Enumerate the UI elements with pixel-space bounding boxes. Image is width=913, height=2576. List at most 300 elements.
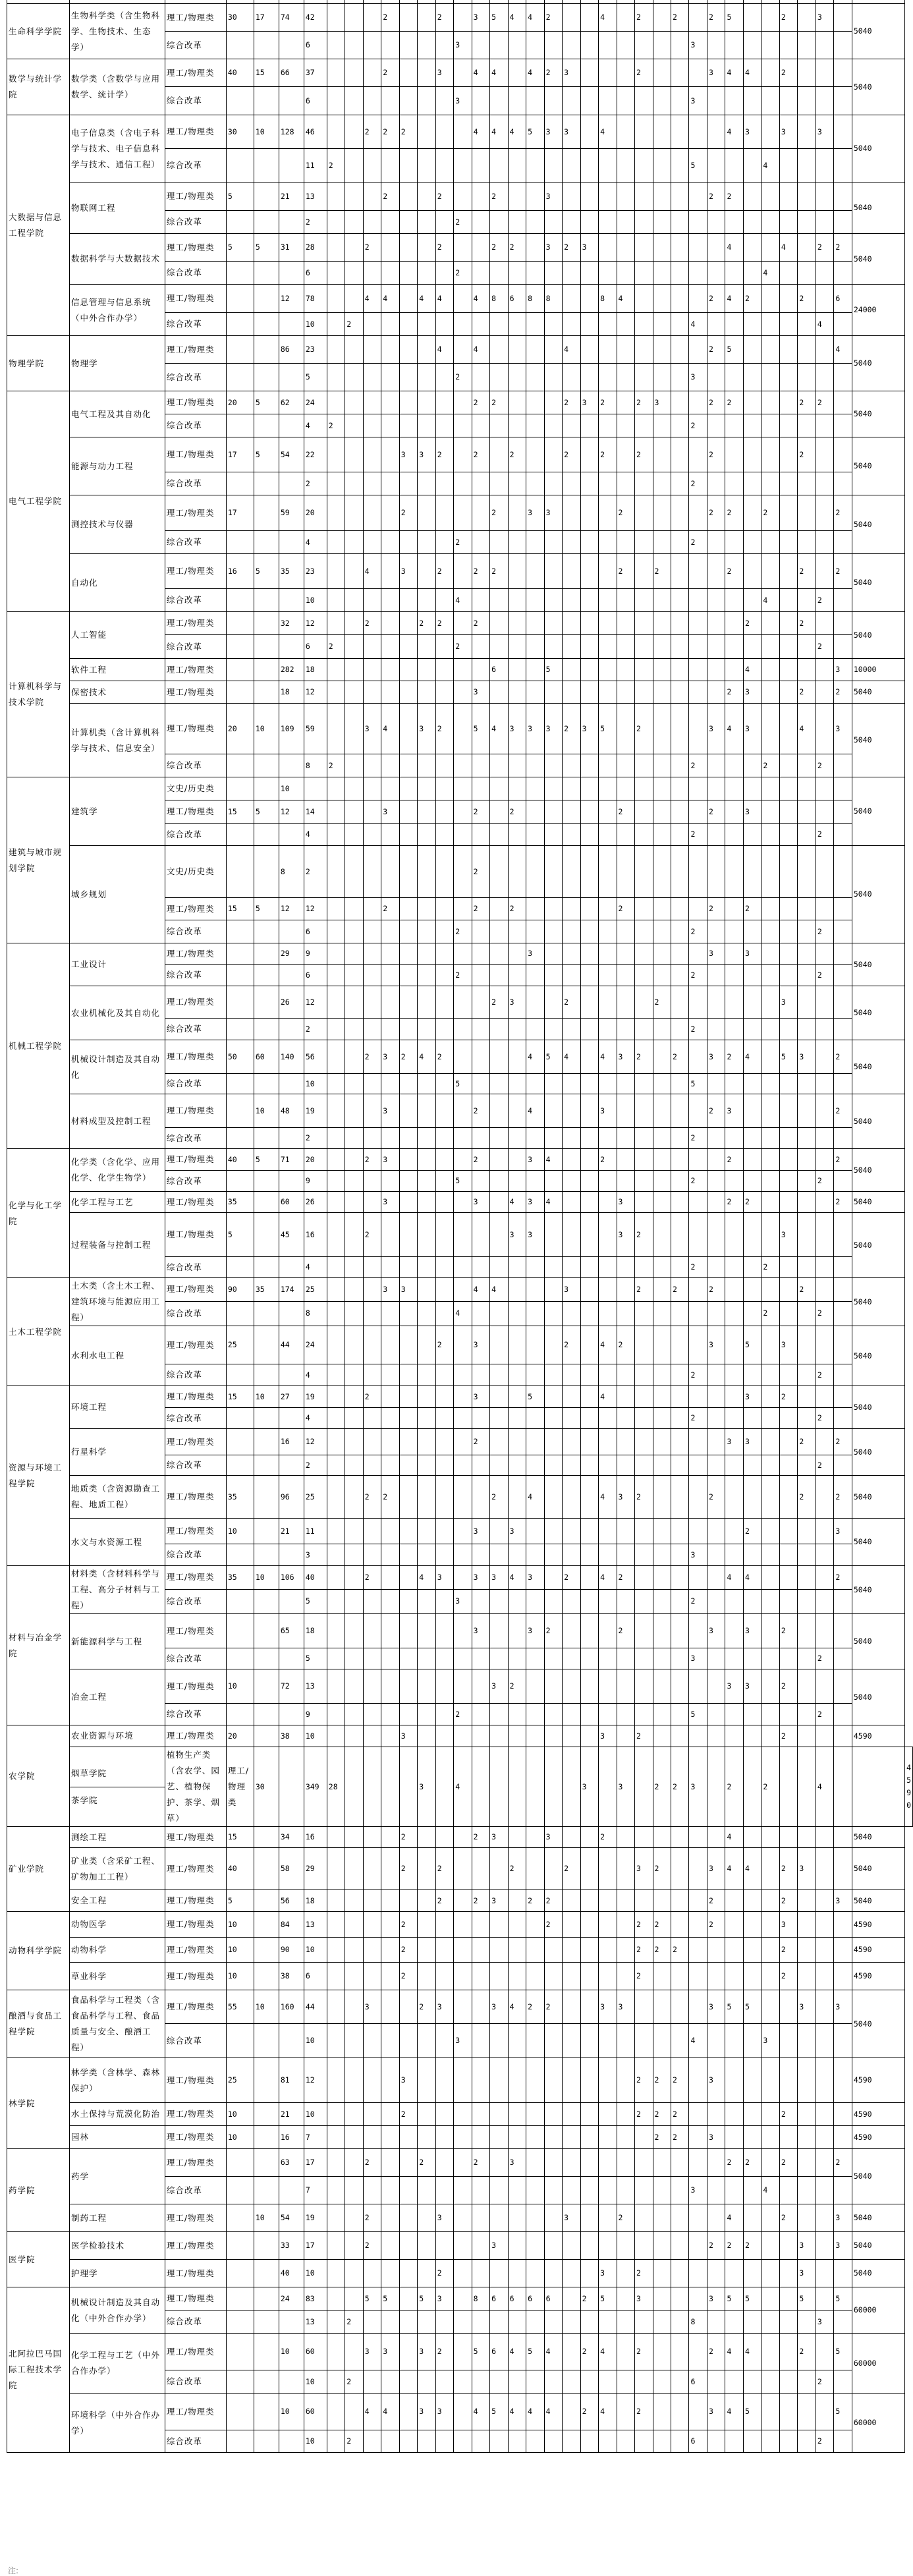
quota-cell-c7 xyxy=(381,495,399,531)
quota-cell-c21 xyxy=(635,800,653,824)
quota-cell-c5 xyxy=(345,2287,363,2310)
quota-cell-c25: 2 xyxy=(707,285,725,313)
quota-cell-c27: 4 xyxy=(743,1848,761,1890)
major-cell: 草业科学 xyxy=(69,1963,165,1990)
quota-cell-c7 xyxy=(381,635,399,659)
quota-cell-c31 xyxy=(816,1429,833,1455)
quota-cell-c0: 15 xyxy=(226,1386,254,1408)
quota-cell-c28 xyxy=(761,1074,779,1094)
quota-cell-c31 xyxy=(816,1326,833,1364)
quota-cell-c22 xyxy=(653,437,671,472)
quota-cell-c15 xyxy=(526,2058,544,2103)
quota-cell-c27: 5 xyxy=(743,1326,761,1364)
quota-cell-c2: 8 xyxy=(279,846,304,898)
quota-cell-c17 xyxy=(563,1171,580,1192)
quota-cell-c4 xyxy=(327,262,345,285)
table-row xyxy=(7,846,913,898)
quota-cell-c30: 2 xyxy=(798,1278,816,1302)
tuition-fee-cell: 5040 xyxy=(852,1890,904,1912)
quota-cell-c31 xyxy=(816,2334,833,2370)
quota-cell-c18 xyxy=(580,2232,598,2260)
quota-cell-c5: 2 xyxy=(345,2430,363,2453)
quota-cell-c18 xyxy=(580,965,598,986)
quota-cell-c24 xyxy=(689,1990,707,2024)
quota-cell-c4 xyxy=(327,965,345,986)
quota-cell-c14 xyxy=(508,920,526,943)
quota-cell-c17: 2 xyxy=(563,1326,580,1364)
quota-cell-c29 xyxy=(779,1019,797,1040)
category-cell: 理工/物理类 xyxy=(165,2260,226,2287)
quota-cell-c5 xyxy=(345,1171,363,1192)
quota-cell-c27: 4 xyxy=(743,659,761,681)
quota-cell-c10 xyxy=(435,2370,453,2394)
quota-cell-c17: 4 xyxy=(563,336,580,364)
tuition-fee-cell: 5040 xyxy=(852,495,904,554)
quota-cell-c31 xyxy=(816,1725,833,1747)
quota-cell-c5 xyxy=(345,986,363,1019)
quota-cell-c21 xyxy=(635,495,653,531)
quota-cell-c24 xyxy=(689,1326,707,1364)
quota-cell-c20 xyxy=(617,262,634,285)
quota-cell-c7 xyxy=(381,2370,399,2394)
quota-cell-c19 xyxy=(599,2430,617,2453)
quota-cell-c15: 5 xyxy=(526,1386,544,1408)
quota-cell-c29 xyxy=(779,1364,797,1386)
quota-cell-c29 xyxy=(779,2287,797,2310)
quota-cell-c16 xyxy=(544,2126,562,2149)
quota-cell-c7 xyxy=(381,472,399,495)
quota-cell-c32: 3 xyxy=(834,659,852,681)
category-cell: 综合改革 xyxy=(165,824,226,846)
quota-cell-c32: 3 xyxy=(834,2204,852,2232)
quota-cell-c1: 35 xyxy=(254,1278,279,1302)
quota-cell-c31 xyxy=(816,1257,833,1278)
quota-cell-c11 xyxy=(454,115,472,149)
quota-cell-c27 xyxy=(743,2058,761,2103)
quota-cell-c18 xyxy=(580,2058,598,2103)
quota-cell-c27 xyxy=(743,920,761,943)
quota-cell-c23 xyxy=(671,2204,689,2232)
quota-cell-c6 xyxy=(363,1128,381,1149)
quota-cell-c12 xyxy=(472,531,489,554)
quota-cell-c4 xyxy=(327,1890,345,1912)
quota-cell-c14: 4 xyxy=(508,1566,526,1590)
quota-cell-c25 xyxy=(707,920,725,943)
quota-cell-c22: 2 xyxy=(653,986,671,1019)
quota-cell-c31 xyxy=(816,1669,833,1704)
quota-cell-c10 xyxy=(435,2058,453,2103)
quota-cell-c4 xyxy=(327,1725,345,1747)
quota-cell-c23 xyxy=(671,943,689,965)
quota-cell-c4 xyxy=(327,846,345,898)
quota-cell-c13 xyxy=(490,1040,508,1074)
table-row xyxy=(7,391,913,414)
quota-cell-c7 xyxy=(381,2149,399,2177)
quota-cell-c25: 3 xyxy=(707,943,725,965)
quota-cell-c23 xyxy=(671,1301,689,1326)
quota-cell-c28 xyxy=(761,777,779,800)
quota-cell-c0 xyxy=(226,32,254,59)
quota-cell-c3: 10 xyxy=(304,2024,327,2058)
quota-cell-c11 xyxy=(454,2310,472,2334)
quota-cell-c27 xyxy=(743,824,761,846)
quota-cell-c14 xyxy=(526,1747,544,1827)
quota-cell-c28 xyxy=(761,2260,779,2287)
quota-cell-c14 xyxy=(508,965,526,986)
quota-cell-c26 xyxy=(725,149,743,182)
quota-cell-c16: 4 xyxy=(544,1192,562,1213)
quota-cell-c20 xyxy=(617,824,634,846)
quota-cell-c18 xyxy=(580,262,598,285)
quota-cell-c18 xyxy=(580,589,598,612)
quota-cell-c0 xyxy=(226,2287,254,2310)
category-cell: 理工/物理类 xyxy=(165,1213,226,1257)
quota-cell-c20 xyxy=(617,1149,634,1171)
quota-cell-c25 xyxy=(707,1257,725,1278)
quota-cell-c6 xyxy=(363,2024,381,2058)
quota-cell-c10 xyxy=(435,495,453,531)
quota-cell-c22 xyxy=(653,1963,671,1990)
table-row xyxy=(7,1938,913,1963)
quota-cell-c12 xyxy=(472,1074,489,1094)
quota-cell-c6: 4 xyxy=(363,554,381,589)
quota-cell-c26 xyxy=(725,2103,743,2126)
quota-cell-c27 xyxy=(743,777,761,800)
quota-cell-c23 xyxy=(671,1614,689,1648)
quota-cell-c27 xyxy=(743,1128,761,1149)
quota-cell-c7 xyxy=(381,1074,399,1094)
quota-cell-c31: 2 xyxy=(816,1408,833,1429)
quota-cell-c17 xyxy=(563,1386,580,1408)
quota-cell-c25: 3 xyxy=(707,1614,725,1648)
quota-cell-c7 xyxy=(381,2204,399,2232)
quota-cell-c9: 3 xyxy=(418,2334,435,2370)
quota-cell-c27: 4 xyxy=(743,1040,761,1074)
quota-cell-c29: 2 xyxy=(779,1890,797,1912)
quota-cell-c21 xyxy=(635,2310,653,2334)
quota-cell-c22 xyxy=(653,2370,671,2394)
quota-cell-c32 xyxy=(834,943,852,965)
major-cell: 城乡规划 xyxy=(69,846,165,943)
quota-cell-c24: 3 xyxy=(689,1648,707,1669)
quota-cell-c21 xyxy=(635,1171,653,1192)
quota-cell-c3: 19 xyxy=(304,1094,327,1128)
quota-cell-c17 xyxy=(563,943,580,965)
quota-cell-c2 xyxy=(279,1301,304,1326)
quota-cell-c6 xyxy=(363,898,381,920)
quota-cell-c10 xyxy=(435,1213,453,1257)
quota-cell-c10 xyxy=(435,1408,453,1429)
quota-cell-c22 xyxy=(653,635,671,659)
quota-cell-c2 xyxy=(279,1257,304,1278)
quota-cell-c6 xyxy=(363,1704,381,1725)
quota-cell-c27: 4 xyxy=(743,2334,761,2370)
quota-cell-c27 xyxy=(743,2177,761,2204)
quota-cell-c21 xyxy=(635,2177,653,2204)
quota-cell-c20 xyxy=(617,1938,634,1963)
quota-cell-c26 xyxy=(725,211,743,234)
quota-cell-c10: 3 xyxy=(435,2287,453,2310)
quota-cell-c1 xyxy=(254,2334,279,2370)
quota-cell-c2: 65 xyxy=(279,1614,304,1648)
quota-cell-c11: 3 xyxy=(454,1589,472,1613)
college-cell: 数学与统计学院 xyxy=(7,59,70,115)
quota-cell-c3: 18 xyxy=(304,1890,327,1912)
quota-cell-c26 xyxy=(725,2430,743,2453)
quota-cell-c7 xyxy=(381,1386,399,1408)
quota-cell-c17 xyxy=(563,149,580,182)
quota-cell-c29 xyxy=(779,681,797,704)
quota-cell-c28: 4 xyxy=(761,262,779,285)
quota-cell-c13 xyxy=(490,589,508,612)
quota-cell-c32 xyxy=(834,1278,852,1302)
quota-cell-c19 xyxy=(599,943,617,965)
quota-cell-c14 xyxy=(508,472,526,495)
tuition-fee-cell: 5040 xyxy=(852,1040,904,1094)
quota-cell-c10 xyxy=(435,313,453,336)
quota-cell-c25 xyxy=(707,211,725,234)
quota-cell-c23 xyxy=(671,681,689,704)
quota-cell-c8 xyxy=(399,589,417,612)
quota-cell-c16 xyxy=(544,1074,562,1094)
quota-cell-c22 xyxy=(653,1476,671,1519)
quota-cell-c3: 10 xyxy=(304,2103,327,2126)
quota-cell-c17 xyxy=(563,2126,580,2149)
quota-cell-c6 xyxy=(363,635,381,659)
quota-cell-c32: 2 xyxy=(834,554,852,589)
quota-cell-c22 xyxy=(653,1566,671,1590)
quota-cell-c5 xyxy=(345,2334,363,2370)
quota-cell-c3: 8 xyxy=(304,754,327,777)
quota-cell-c18 xyxy=(580,211,598,234)
quota-cell-c29 xyxy=(779,1544,797,1566)
quota-cell-c13: 5 xyxy=(490,4,508,32)
quota-cell-c8 xyxy=(399,1171,417,1192)
quota-cell-c13 xyxy=(490,1589,508,1613)
quota-cell-c8 xyxy=(399,1213,417,1257)
major-cell: 冶金工程 xyxy=(69,1669,165,1725)
quota-cell-c0 xyxy=(226,313,254,336)
quota-cell-c2: 32 xyxy=(279,612,304,635)
quota-cell-c7 xyxy=(381,32,399,59)
quota-cell-c17 xyxy=(563,1648,580,1669)
quota-cell-c26 xyxy=(725,824,743,846)
quota-cell-c16 xyxy=(544,681,562,704)
quota-cell-c14 xyxy=(508,1019,526,1040)
quota-cell-c13 xyxy=(490,2126,508,2149)
quota-cell-c26: 2 xyxy=(725,495,743,531)
quota-cell-c25 xyxy=(707,1566,725,1590)
tuition-fee-cell: 5040 xyxy=(852,1827,904,1848)
quota-cell-c16 xyxy=(544,1725,562,1747)
quota-cell-c4 xyxy=(327,824,345,846)
quota-cell-c18 xyxy=(580,1213,598,1257)
quota-cell-c9 xyxy=(418,2310,435,2334)
quota-cell-c11 xyxy=(454,1890,472,1912)
quota-cell-c5 xyxy=(345,846,363,898)
quota-cell-c4 xyxy=(327,2260,345,2287)
quota-cell-c28 xyxy=(761,32,779,59)
quota-cell-c10: 3 xyxy=(435,2204,453,2232)
quota-cell-c4 xyxy=(327,920,345,943)
quota-cell-c21: 2 xyxy=(653,1747,671,1827)
quota-cell-c0: 40 xyxy=(226,1149,254,1171)
quota-cell-c10 xyxy=(435,1614,453,1648)
quota-cell-c21 xyxy=(635,898,653,920)
quota-cell-c20: 2 xyxy=(617,1326,634,1364)
quota-cell-c29: 2 xyxy=(779,1938,797,1963)
quota-cell-c26 xyxy=(725,32,743,59)
quota-cell-c20 xyxy=(617,531,634,554)
quota-cell-c32 xyxy=(834,1455,852,1476)
quota-cell-c11 xyxy=(454,2204,472,2232)
quota-cell-c26 xyxy=(725,2058,743,2103)
quota-cell-c13: 6 xyxy=(490,2287,508,2310)
quota-cell-c4 xyxy=(327,87,345,115)
quota-cell-c8: 3 xyxy=(399,1725,417,1747)
quota-cell-c16 xyxy=(544,414,562,437)
quota-cell-c13 xyxy=(490,1429,508,1455)
quota-cell-c32 xyxy=(834,313,852,336)
quota-cell-c30 xyxy=(798,115,816,149)
quota-cell-c0 xyxy=(226,1589,254,1613)
quota-cell-c0 xyxy=(226,2024,254,2058)
quota-cell-c24 xyxy=(689,2149,707,2177)
quota-cell-c4 xyxy=(327,681,345,704)
quota-cell-c29 xyxy=(779,1094,797,1128)
quota-cell-c6 xyxy=(363,1364,381,1386)
quota-cell-c5 xyxy=(345,659,363,681)
quota-cell-c25: 2 xyxy=(707,182,725,211)
quota-cell-c23 xyxy=(671,1128,689,1149)
quota-cell-c30 xyxy=(798,986,816,1019)
quota-cell-c1 xyxy=(254,1429,279,1455)
category-cell: 理工/物理类 xyxy=(165,943,226,965)
quota-cell-c32 xyxy=(834,2126,852,2149)
quota-cell-c21 xyxy=(635,1827,653,1848)
quota-cell-c16: 3 xyxy=(544,1827,562,1848)
quota-cell-c25: 2 xyxy=(707,2232,725,2260)
quota-cell-c12 xyxy=(472,1364,489,1386)
quota-cell-c32 xyxy=(834,87,852,115)
quota-cell-c17 xyxy=(563,472,580,495)
quota-cell-c21: 2 xyxy=(635,4,653,32)
quota-cell-c10 xyxy=(435,414,453,437)
quota-cell-c31 xyxy=(816,704,833,754)
quota-cell-c12 xyxy=(472,1990,489,2024)
quota-cell-c23 xyxy=(671,965,689,986)
quota-cell-c20: 3 xyxy=(617,1476,634,1519)
quota-cell-c9 xyxy=(418,262,435,285)
quota-cell-c8: 2 xyxy=(399,1040,417,1074)
quota-cell-c31 xyxy=(816,800,833,824)
quota-cell-c29 xyxy=(779,2260,797,2287)
quota-cell-c23 xyxy=(671,149,689,182)
quota-cell-c23 xyxy=(671,495,689,531)
quota-cell-c3: 23 xyxy=(304,554,327,589)
quota-cell-c13 xyxy=(490,1648,508,1669)
quota-cell-c22 xyxy=(653,313,671,336)
quota-cell-c32 xyxy=(834,2177,852,2204)
quota-cell-c31 xyxy=(816,2126,833,2149)
category-cell: 综合改革 xyxy=(165,364,226,391)
tuition-fee-cell: 5040 xyxy=(852,1566,904,1614)
quota-cell-c14 xyxy=(508,1326,526,1364)
quota-cell-c2 xyxy=(279,2024,304,2058)
major-cell: 农业资源与环境 xyxy=(69,1725,165,1747)
category-cell: 理工/物理类 xyxy=(165,2103,226,2126)
quota-cell-c2: 58 xyxy=(279,1848,304,1890)
quota-cell-c14: 3 xyxy=(508,2149,526,2177)
quota-cell-c9 xyxy=(418,2260,435,2287)
quota-cell-c5 xyxy=(345,943,363,965)
quota-cell-c2 xyxy=(279,1364,304,1386)
quota-cell-c29 xyxy=(779,1278,797,1302)
quota-cell-c14 xyxy=(508,1257,526,1278)
quota-cell-c11: 4 xyxy=(454,589,472,612)
quota-cell-c15 xyxy=(526,1848,544,1890)
quota-cell-c12 xyxy=(472,87,489,115)
quota-cell-c30 xyxy=(798,1963,816,1990)
quota-cell-c27: 3 xyxy=(743,1614,761,1648)
quota-cell-c30 xyxy=(798,1938,816,1963)
quota-cell-c25 xyxy=(707,87,725,115)
quota-cell-c1 xyxy=(254,336,279,364)
quota-cell-c32 xyxy=(834,824,852,846)
quota-cell-c22 xyxy=(653,846,671,898)
quota-cell-c12: 5 xyxy=(472,2334,489,2370)
category-cell: 理工/物理类 xyxy=(165,1386,226,1408)
quota-cell-c1: 5 xyxy=(254,234,279,262)
quota-cell-c9 xyxy=(418,1725,435,1747)
quota-cell-c8 xyxy=(399,1408,417,1429)
quota-cell-c21 xyxy=(635,2024,653,2058)
quota-cell-c18 xyxy=(580,1364,598,1386)
quota-cell-c15 xyxy=(526,1257,544,1278)
quota-cell-c31 xyxy=(816,211,833,234)
quota-cell-c9 xyxy=(418,1476,435,1519)
quota-cell-c10: 2 xyxy=(435,4,453,32)
quota-cell-c25 xyxy=(707,1192,725,1213)
quota-cell-c23 xyxy=(671,1589,689,1613)
quota-cell-c3: 2 xyxy=(304,846,327,898)
quota-cell-c4 xyxy=(327,1128,345,1149)
quota-cell-c17 xyxy=(563,2287,580,2310)
quota-cell-c25 xyxy=(707,1386,725,1408)
quota-cell-c1 xyxy=(254,1827,279,1848)
quota-cell-c2: 21 xyxy=(279,1519,304,1544)
quota-cell-c1 xyxy=(254,2310,279,2334)
quota-cell-c9 xyxy=(418,2177,435,2204)
quota-cell-c29 xyxy=(779,943,797,965)
quota-cell-c13: 4 xyxy=(490,1278,508,1302)
quota-cell-c24 xyxy=(689,2232,707,2260)
quota-cell-c23 xyxy=(671,1848,689,1890)
quota-cell-c25: 2 xyxy=(707,898,725,920)
quota-cell-c11 xyxy=(454,2058,472,2103)
quota-cell-c26 xyxy=(725,943,743,965)
quota-cell-c15 xyxy=(526,2370,544,2394)
major-cell: 园林 xyxy=(69,2126,165,2149)
quota-cell-c8 xyxy=(399,472,417,495)
quota-cell-c22 xyxy=(653,2394,671,2430)
quota-cell-c13 xyxy=(490,211,508,234)
quota-cell-c26 xyxy=(725,1963,743,1990)
quota-cell-c1 xyxy=(254,87,279,115)
quota-cell-c20 xyxy=(617,704,634,754)
quota-cell-c21 xyxy=(635,2149,653,2177)
quota-cell-c10 xyxy=(435,1171,453,1192)
